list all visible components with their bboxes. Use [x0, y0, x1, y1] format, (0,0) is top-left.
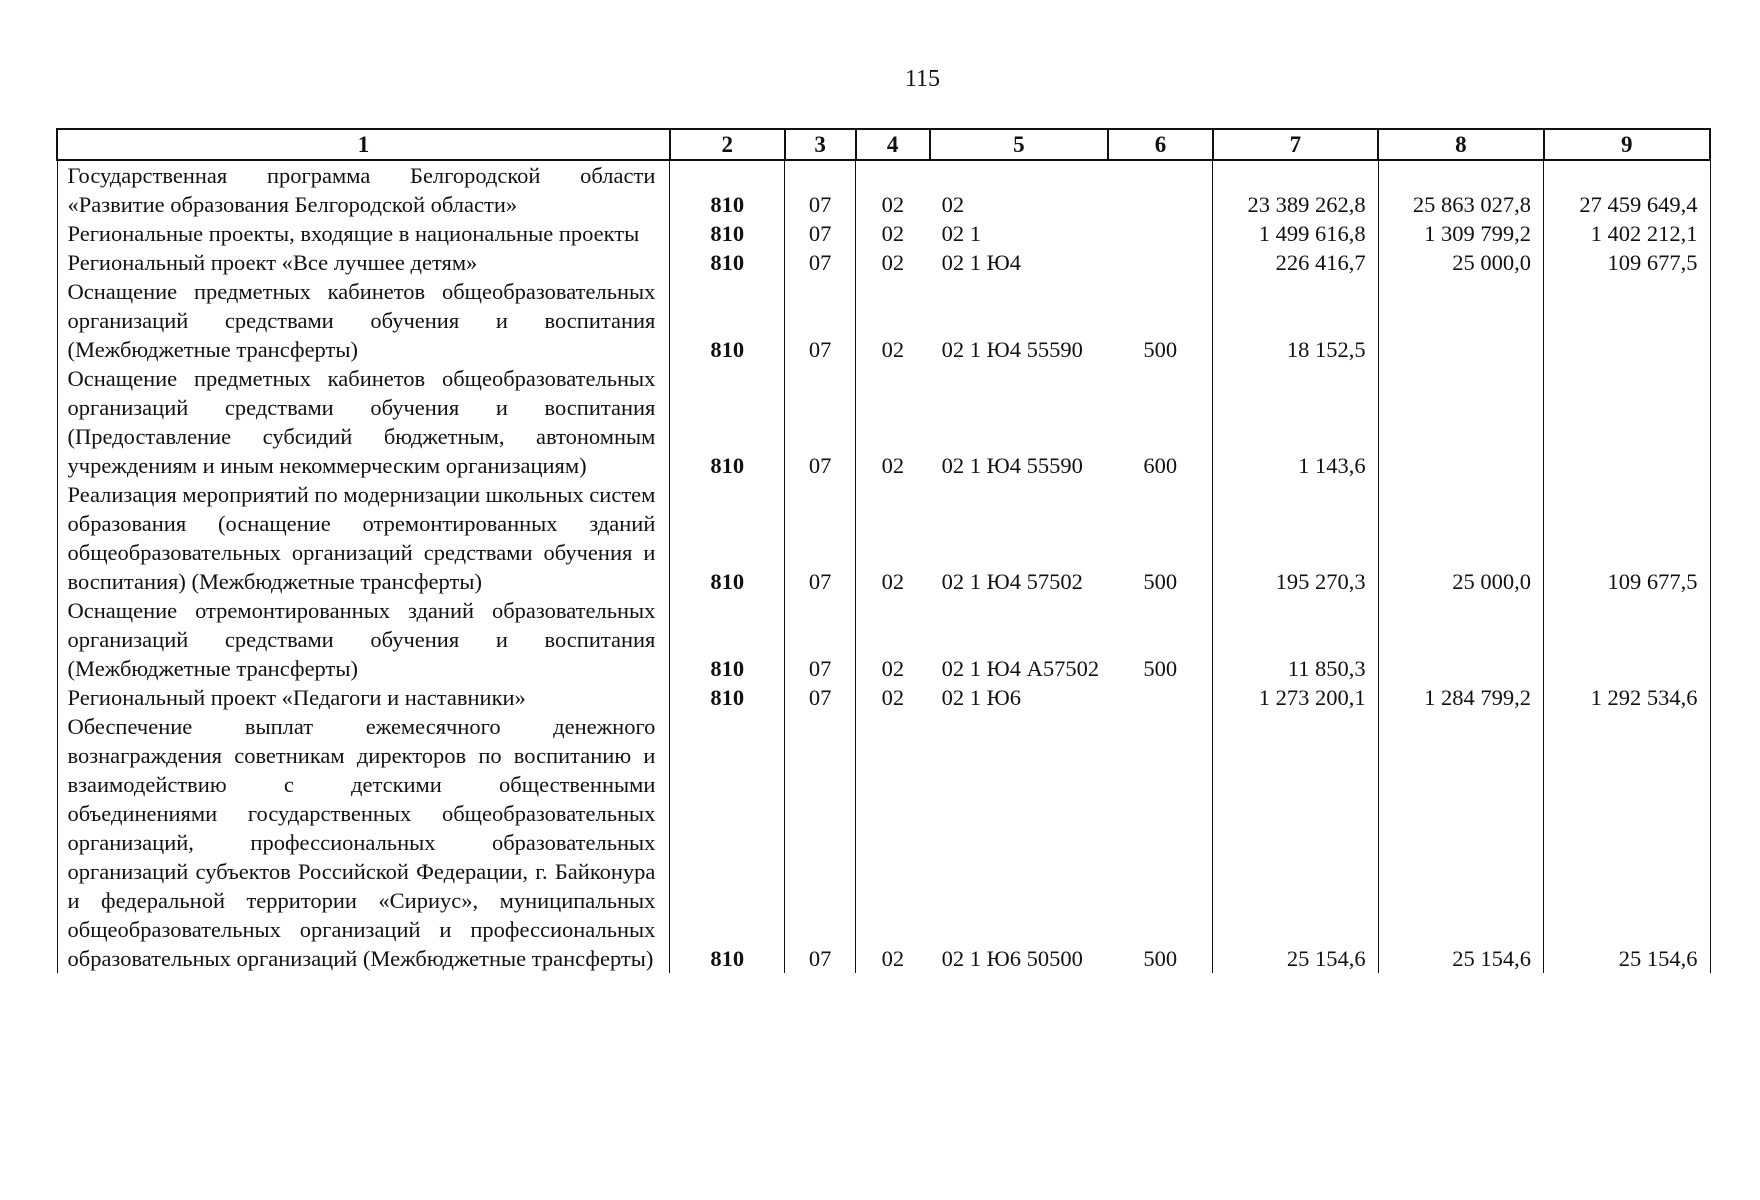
cell-col4: 02 [881, 453, 905, 478]
cell-col7: 226 416,7 [1213, 248, 1378, 277]
cell-col4: 02 [881, 685, 905, 710]
table-row [57, 712, 1710, 973]
cell-col3: 07 [785, 712, 856, 973]
cell-col4: 02 [881, 337, 905, 362]
cell-col3: 07 [785, 364, 856, 480]
cell-col7: 1 499 616,8 [1213, 219, 1378, 248]
cell-col6: 600 [1143, 453, 1178, 478]
row-name: Оснащение предметных кабинетов общеобразовательных организаций средствами обучения и воспитания (Межбюджетные трансферты) [57, 277, 670, 364]
cell-col8 [1378, 364, 1543, 480]
cell-col9: 109 677,5 [1544, 248, 1710, 277]
cell-col9 [1544, 277, 1710, 364]
column-header-9: 9 [1544, 129, 1710, 160]
cell-col9: 27 459 649,4 [1544, 160, 1710, 219]
cell-col5: 02 1 Ю4 А57502 [941, 656, 1100, 681]
cell-col2: 810 [670, 160, 785, 219]
cell-col5: 02 1 Ю4 [941, 250, 1022, 275]
row-name: Региональный проект «Все лучшее детям» [57, 248, 670, 277]
column-header-7: 7 [1213, 129, 1378, 160]
column-header-4: 4 [856, 129, 930, 160]
cell-col3: 07 [785, 596, 856, 683]
cell-col8: 25 863 027,8 [1378, 160, 1543, 219]
cell-col4: 02 [881, 221, 905, 246]
cell-col7: 18 152,5 [1213, 277, 1378, 364]
cell-col5: 02 1 Ю6 [941, 685, 1022, 710]
cell-col2: 810 [670, 219, 785, 248]
cell-col9 [1544, 596, 1710, 683]
table-row [57, 277, 1710, 364]
cell-col2: 810 [670, 712, 785, 973]
cell-col4: 02 [881, 250, 905, 275]
table-row [57, 364, 1710, 480]
cell-col9: 1 292 534,6 [1544, 683, 1710, 712]
table-row [57, 160, 1710, 219]
cell-col4: 02 [881, 192, 905, 217]
cell-col3: 07 [785, 160, 856, 219]
cell-col7: 1 273 200,1 [1213, 683, 1378, 712]
page-number: 115 [904, 66, 941, 92]
row-name: Региональные проекты, входящие в национальные проекты [57, 219, 670, 248]
row-name: Оснащение отремонтированных зданий образовательных организаций средствами обучения и воспитания (Межбюджетные трансферты) [57, 596, 670, 683]
cell-col6: 500 [1143, 569, 1178, 594]
cell-col8: 1 309 799,2 [1378, 219, 1543, 248]
column-header-2: 2 [670, 129, 785, 160]
budget-table [56, 128, 1711, 973]
cell-col4: 02 [881, 946, 905, 971]
cell-col9: 25 154,6 [1544, 712, 1710, 973]
row-name: Государственная программа Белгородской области «Развитие образования Белгородской области» [57, 160, 670, 219]
cell-col2: 810 [670, 596, 785, 683]
cell-col9: 109 677,5 [1544, 480, 1710, 596]
cell-col6: 500 [1143, 656, 1178, 681]
cell-col6 [1108, 248, 1213, 277]
cell-col3: 07 [785, 683, 856, 712]
cell-col7: 1 143,6 [1213, 364, 1378, 480]
cell-col8: 1 284 799,2 [1378, 683, 1543, 712]
cell-col2: 810 [670, 683, 785, 712]
table-row [57, 480, 1710, 596]
cell-col5: 02 1 Ю4 57502 [941, 569, 1083, 594]
cell-col2: 810 [670, 248, 785, 277]
cell-col6: 500 [1143, 946, 1178, 971]
cell-col9 [1544, 364, 1710, 480]
cell-col8 [1378, 596, 1543, 683]
cell-col3: 07 [785, 219, 856, 248]
column-header-5: 5 [930, 129, 1109, 160]
row-name: Региональный проект «Педагоги и наставники» [57, 683, 670, 712]
cell-col8 [1378, 277, 1543, 364]
cell-col4: 02 [881, 656, 905, 681]
column-header-6: 6 [1108, 129, 1213, 160]
cell-col5: 02 1 Ю6 50500 [941, 946, 1083, 971]
cell-col2: 810 [670, 364, 785, 480]
cell-col3: 07 [785, 248, 856, 277]
row-name: Реализация мероприятий по модернизации школьных систем образования (оснащение отремонтированных зданий общеобразовательных организаций средствами обучения и воспитания) (Межбюджетные трансферты) [57, 480, 670, 596]
cell-col2: 810 [670, 480, 785, 596]
cell-col7: 23 389 262,8 [1213, 160, 1378, 219]
cell-col6 [1108, 219, 1213, 248]
row-name: Обеспечение выплат ежемесячного денежного вознаграждения советникам директоров по воспитанию и взаимодействию с детскими общественными объединениями государственных общеобразовательных организаций, профессиональных образовательных организаций субъектов Российской Федерации, г. Байконура и федеральной территории «Сириус», муниципальных общеобразовательных организаций и профессиональных образовательных организаций (Межбюджетные трансферты) [57, 712, 670, 973]
cell-col6 [1108, 160, 1213, 219]
cell-col8: 25 154,6 [1378, 712, 1543, 973]
row-name: Оснащение предметных кабинетов общеобразовательных организаций средствами обучения и воспитания (Предоставление субсидий бюджетным, автономным учреждениям и иным некоммерческим организациям) [57, 364, 670, 480]
column-header-8: 8 [1378, 129, 1543, 160]
table-row [57, 596, 1710, 683]
cell-col7: 25 154,6 [1213, 712, 1378, 973]
table-row [57, 248, 1710, 277]
cell-col7: 195 270,3 [1213, 480, 1378, 596]
column-header-1: 1 [57, 129, 670, 160]
cell-col3: 07 [785, 480, 856, 596]
cell-col5: 02 [941, 192, 965, 217]
header-row [57, 129, 1710, 160]
cell-col5: 02 1 Ю4 55590 [941, 337, 1083, 362]
cell-col4: 02 [881, 569, 905, 594]
cell-col8: 25 000,0 [1378, 480, 1543, 596]
cell-col5: 02 1 Ю4 55590 [941, 453, 1083, 478]
cell-col2: 810 [670, 277, 785, 364]
cell-col8: 25 000,0 [1378, 248, 1543, 277]
table-row [57, 219, 1710, 248]
column-header-3: 3 [785, 129, 856, 160]
table-row [57, 683, 1710, 712]
cell-col6: 500 [1143, 337, 1178, 362]
cell-col9: 1 402 212,1 [1544, 219, 1710, 248]
cell-col7: 11 850,3 [1213, 596, 1378, 683]
cell-col6 [1108, 683, 1213, 712]
cell-col3: 07 [785, 277, 856, 364]
cell-col5: 02 1 [941, 221, 982, 246]
